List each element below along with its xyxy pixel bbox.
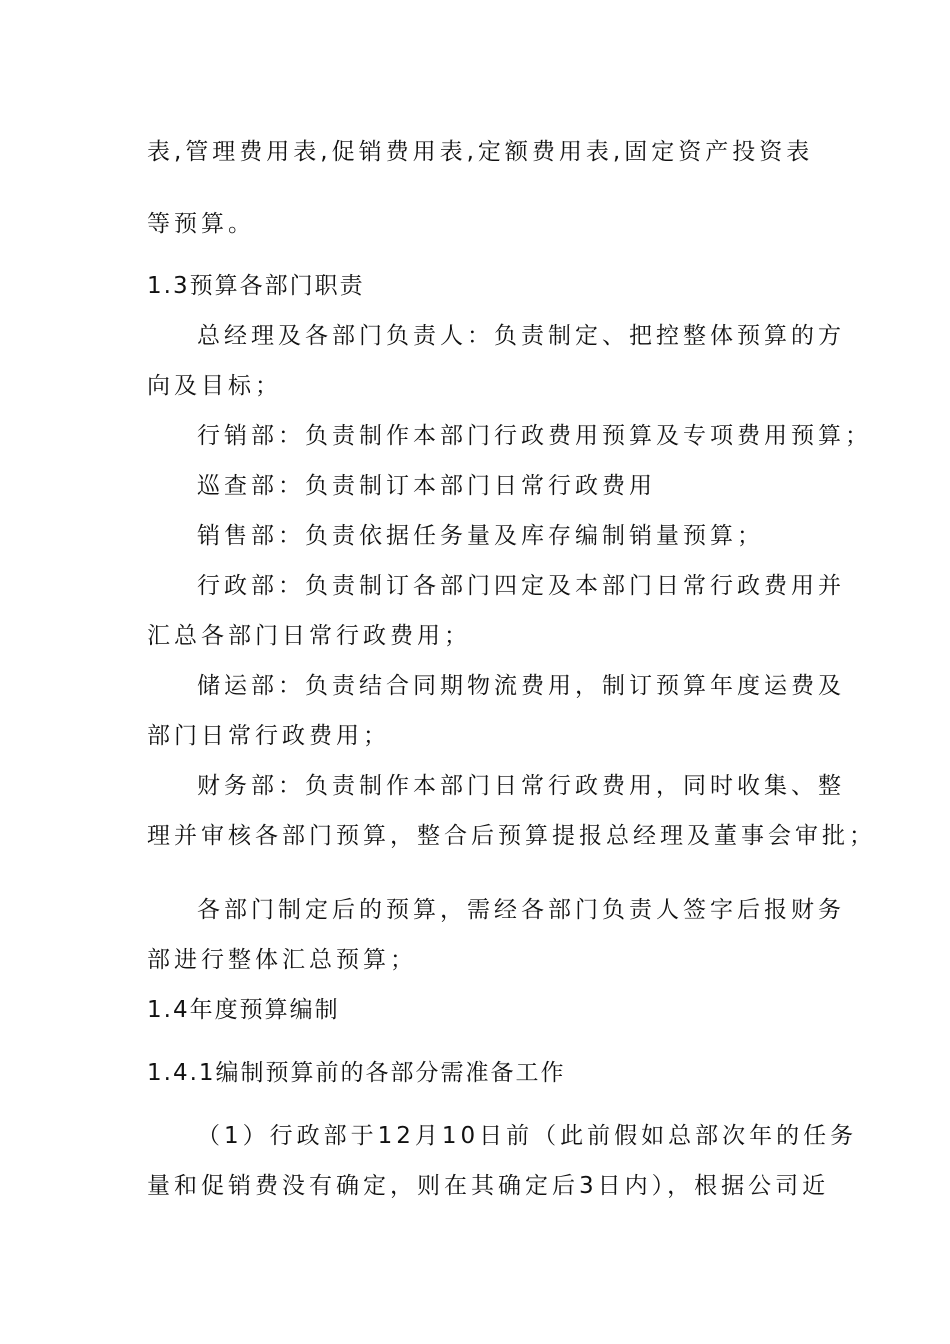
text-line-2: 等预算。 <box>147 211 255 237</box>
text-line-13: 财务部：负责制作本部门日常行政费用，同时收集、整 <box>197 773 845 799</box>
text-line-7: 巡查部：负责制订本部门日常行政费用 <box>197 473 656 499</box>
text-line-12: 部门日常行政费用； <box>147 723 390 749</box>
text-line-14: 理并审核各部门预算，整合后预算提报总经理及董事会审批； <box>147 823 876 849</box>
text-line-15: 各部门制定后的预算，需经各部门负责人签字后报财务 <box>197 897 845 923</box>
text-line-11: 储运部：负责结合同期物流费用，制订预算年度运费及 <box>197 673 845 699</box>
text-line-9: 行政部：负责制订各部门四定及本部门日常行政费用并 <box>197 573 845 599</box>
section-heading-1-3: 1.3预算各部门职责 <box>147 273 365 299</box>
text-line-4: 总经理及各部门负责人：负责制定、把控整体预算的方 <box>197 323 845 349</box>
text-line-1: 表,管理费用表,促销费用表,定额费用表,固定资产投资表 <box>147 139 814 165</box>
text-line-6: 行销部：负责制作本部门行政费用预算及专项费用预算； <box>197 423 872 449</box>
text-line-19: （1）行政部于12月10日前（此前假如总部次年的任务 <box>197 1123 858 1149</box>
section-heading-1-4-1: 1.4.1编制预算前的各部分需准备工作 <box>147 1060 566 1086</box>
text-line-5: 向及目标； <box>147 373 282 399</box>
text-line-20: 量和促销费没有确定，则在其确定后3日内），根据公司近 <box>147 1173 830 1199</box>
section-heading-1-4: 1.4年度预算编制 <box>147 997 340 1023</box>
text-line-8: 销售部：负责依据任务量及库存编制销量预算； <box>197 523 764 549</box>
text-line-16: 部进行整体汇总预算； <box>147 947 417 973</box>
text-line-10: 汇总各部门日常行政费用； <box>147 623 471 649</box>
